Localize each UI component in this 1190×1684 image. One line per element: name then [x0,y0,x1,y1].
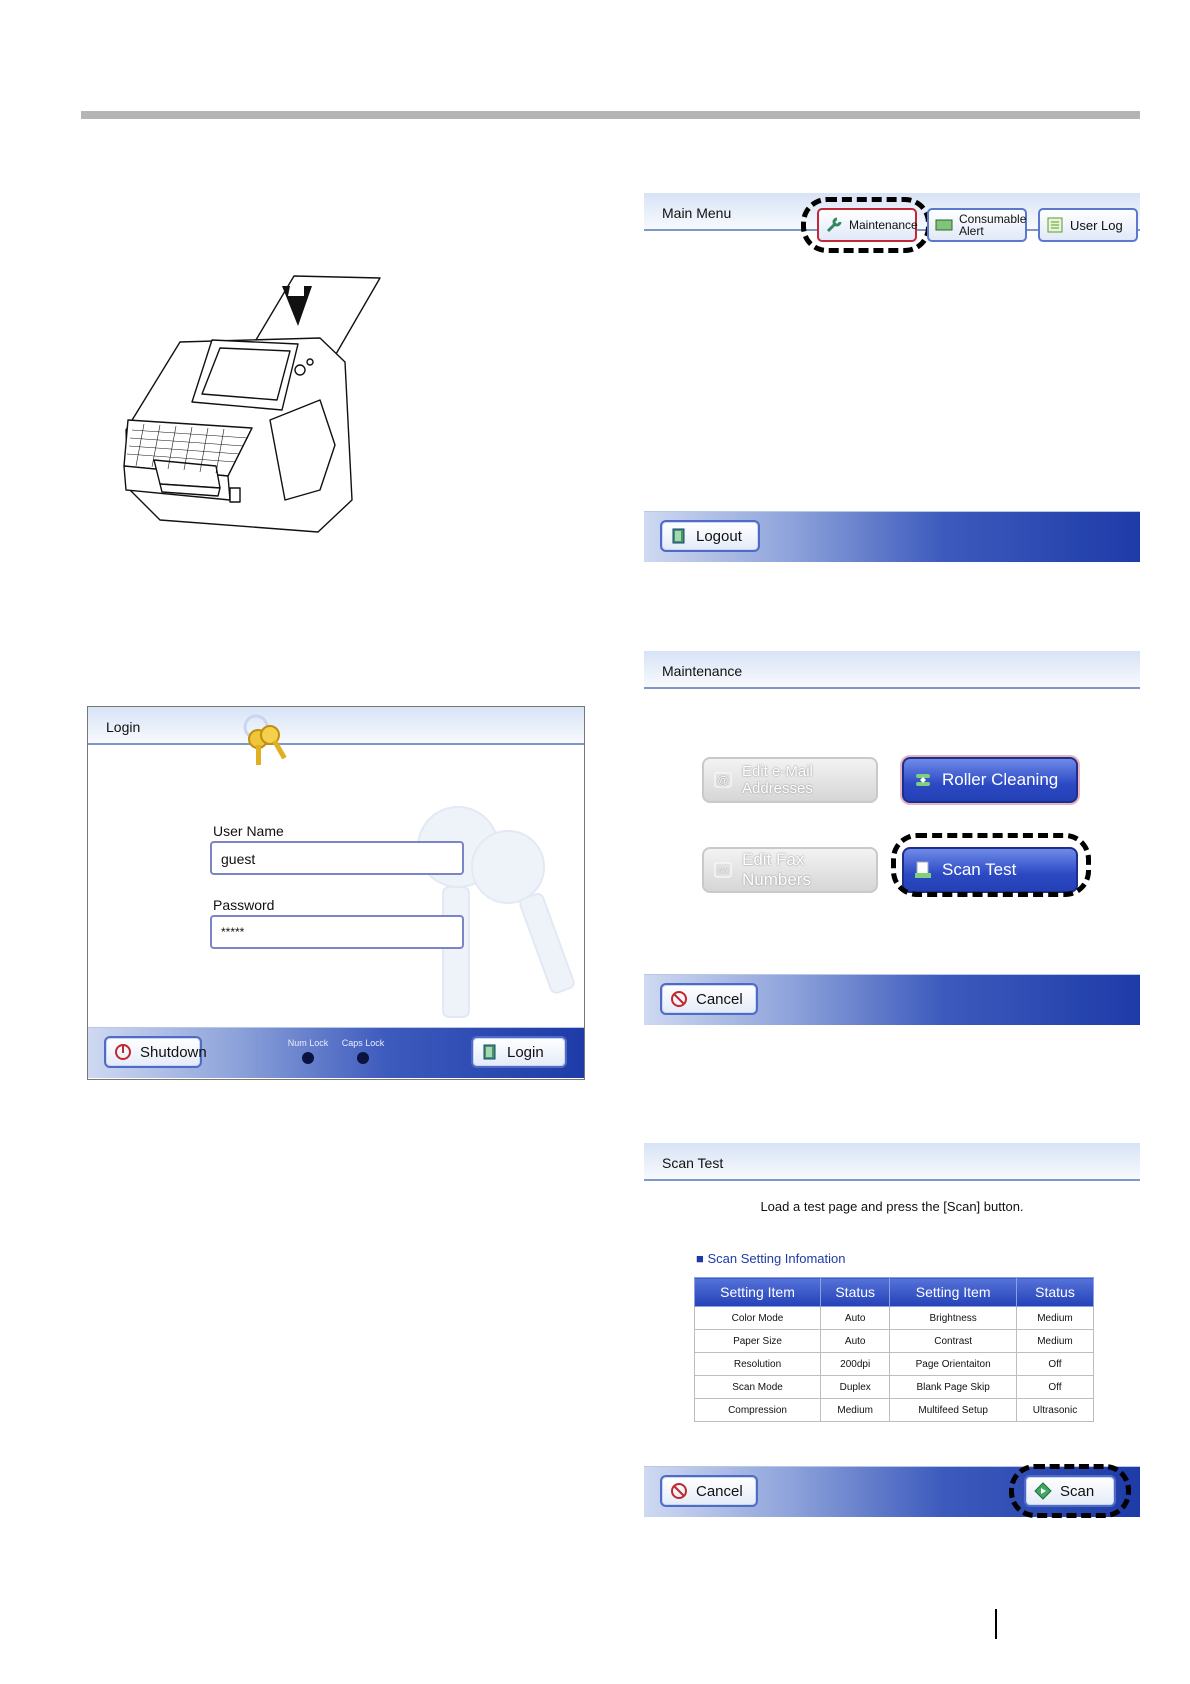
table-cell: Contrast [890,1330,1017,1353]
caps-lock-label: Caps Lock [341,1038,385,1048]
table-cell: Brightness [890,1307,1017,1330]
table-cell: 200dpi [821,1353,890,1376]
roller-cleaning-label: Roller Cleaning [942,770,1059,789]
password-label: Password [213,897,275,913]
cancel-icon [670,1482,688,1500]
table-cell: Color Mode [695,1307,821,1330]
log-icon [1046,216,1064,234]
scan-test-screen [644,1143,1140,1516]
table-cell: Scan Mode [695,1376,821,1399]
scan-test-label: Scan Test [942,860,1017,879]
table-cell: Paper Size [695,1330,821,1353]
password-input[interactable]: ***** [210,915,464,949]
shutdown-label: Shutdown [140,1043,207,1061]
main-menu-title: Main Menu [662,205,732,221]
scan-setting-heading: ■ Scan Setting Infomation [696,1251,846,1266]
login-button[interactable] [471,1036,567,1068]
table-cell: Ultrasonic [1016,1399,1093,1422]
table-cell: Medium [821,1399,890,1422]
scan-label: Scan [1060,1482,1095,1500]
login-footer [88,1027,584,1078]
email-icon [714,771,732,789]
table-cell: Medium [1016,1330,1093,1353]
caps-lock-led [357,1052,369,1064]
column-header: Setting Item [695,1278,821,1307]
keys-icon [238,709,298,769]
table-cell: Duplex [821,1376,890,1399]
scan-test-title-bar [644,1143,1140,1181]
main-menu-footer [644,511,1140,562]
user-log-button[interactable] [1038,208,1138,242]
scan-test-footer [644,1466,1140,1517]
column-header: Status [1016,1278,1093,1307]
user-log-label: User Log [1070,217,1123,233]
consumable-alert-label-1: Consumable [959,212,1027,226]
scanner-illustration [120,270,390,550]
table-header-row [695,1278,1094,1307]
page-marker [995,1609,997,1639]
scan-highlight [1009,1464,1131,1518]
maintenance-title: Maintenance [662,663,743,679]
table-cell: Multifeed Setup [890,1399,1017,1422]
scan-test-highlight [891,833,1091,897]
svg-text:FAX: FAX [717,869,729,875]
table-cell: Compression [695,1399,821,1422]
table-row [695,1330,1094,1353]
edit-email-label: Edit e-Mail Addresses [742,763,813,797]
main-menu-screen [644,193,1140,561]
maintenance-label: Maintenance [849,218,918,232]
cancel-label: Cancel [696,990,743,1008]
login-title: Login [106,719,141,735]
table-cell: Auto [821,1330,890,1353]
num-lock-led [302,1052,314,1064]
table-cell: Page Orientaiton [890,1353,1017,1376]
maintenance-screen [644,651,1140,1024]
table-cell: Auto [821,1307,890,1330]
login-screen [87,706,585,1080]
door-icon [670,527,688,545]
door-icon [481,1043,499,1061]
edit-fax-button[interactable] [702,847,878,893]
caps-lock-indicator [333,1038,393,1064]
logout-button[interactable] [660,520,760,552]
roller-cleaning-button[interactable] [902,757,1078,803]
scan-settings-table [694,1277,1094,1422]
num-lock-indicator [278,1038,338,1064]
cancel-button[interactable] [660,1475,758,1507]
table-cell: Off [1016,1353,1093,1376]
cancel-button[interactable] [660,983,758,1015]
login-button-label: Login [507,1043,544,1061]
username-label: User Name [213,823,284,839]
fax-icon [714,861,732,879]
scan-test-title: Scan Test [662,1155,724,1171]
edit-email-button[interactable] [702,757,878,803]
edit-fax-label: Edit Fax Numbers [742,850,811,889]
table-cell: Resolution [695,1353,821,1376]
logout-label: Logout [696,527,742,545]
maintenance-footer [644,974,1140,1025]
consumable-alert-label-2: Alert [959,224,984,238]
shutdown-button[interactable] [104,1036,207,1068]
maintenance-title-bar [644,651,1140,689]
alert-icon [935,216,953,234]
top-rule [81,111,1140,119]
column-header: Setting Item [890,1278,1017,1307]
table-cell: Off [1016,1376,1093,1399]
watermark-keys [388,787,578,1027]
scan-instruction: Load a test page and press the [Scan] button. [760,1199,1024,1214]
table-row [695,1307,1094,1330]
roller-icon [914,771,932,789]
num-lock-label: Num Lock [287,1038,329,1048]
login-title-bar [88,707,584,745]
power-icon [114,1043,132,1061]
table-cell: Medium [1016,1307,1093,1330]
consumable-alert-button[interactable] [927,208,1027,242]
username-input[interactable]: guest [210,841,464,875]
table-row [695,1399,1094,1422]
table-cell: Blank Page Skip [890,1376,1017,1399]
svg-text:@: @ [717,775,729,787]
table-row [695,1353,1094,1376]
maintenance-highlight [801,197,931,253]
column-header: Status [821,1278,890,1307]
cancel-label: Cancel [696,1482,743,1500]
cancel-icon [670,990,688,1008]
table-row [695,1376,1094,1399]
